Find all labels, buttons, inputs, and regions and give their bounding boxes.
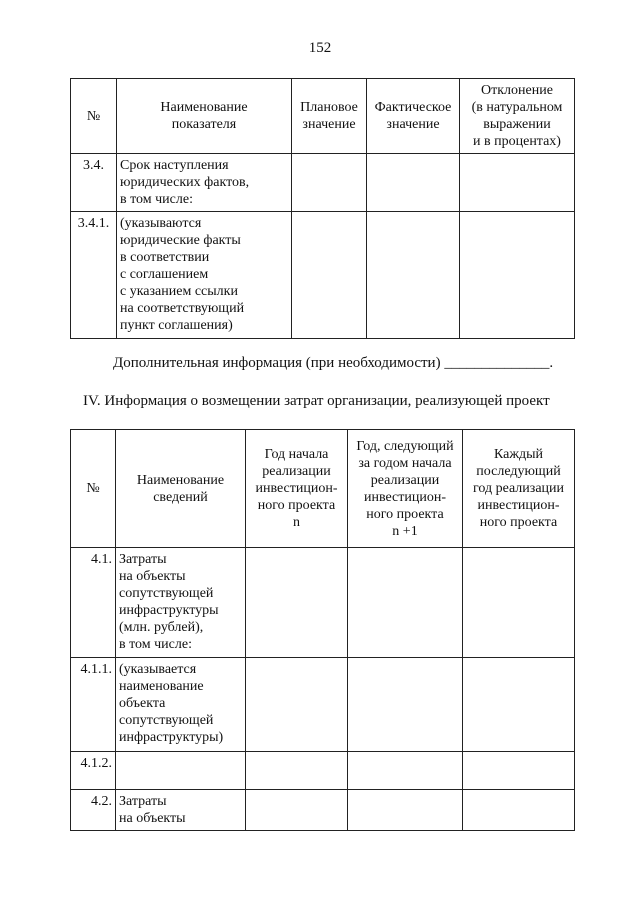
row-start-year-cell — [246, 658, 348, 752]
row-next-year-cell — [348, 658, 463, 752]
indicators-table — [70, 78, 575, 339]
row-number: 4.2. — [71, 790, 116, 831]
header-number: № — [71, 79, 117, 154]
row-start-year-cell — [246, 548, 348, 658]
header-indicator-name: Наименование показателя — [117, 79, 292, 154]
section-title: IV. Информация о возмещении затрат организации, реализующей проект — [83, 393, 550, 409]
table-row — [71, 154, 575, 212]
row-start-year-cell — [246, 752, 348, 790]
row-deviation-cell — [460, 154, 575, 212]
row-number: 4.1.2. — [71, 752, 116, 790]
row-name: Затраты на объекты — [116, 790, 246, 831]
row-number: 4.1.1. — [71, 658, 116, 752]
header-info-name: Наименование сведений — [116, 430, 246, 548]
row-name — [116, 752, 246, 790]
row-number: 4.1. — [71, 548, 116, 658]
page-number: 152 — [308, 40, 332, 56]
header-actual-value: Фактическое значение — [367, 79, 460, 154]
table-row — [71, 212, 575, 339]
row-number: 3.4.1. — [71, 212, 117, 339]
row-actual-cell — [367, 212, 460, 339]
row-following-year-cell — [463, 752, 575, 790]
table-row — [71, 752, 575, 790]
header-each-following-year: Каждый последующий год реализации инвестицион- ного проекта — [463, 430, 575, 548]
row-actual-cell — [367, 154, 460, 212]
row-following-year-cell — [463, 658, 575, 752]
row-next-year-cell — [348, 548, 463, 658]
table-header-row — [71, 430, 575, 548]
row-number: 3.4. — [71, 154, 117, 212]
header-planned-value: Плановое значение — [292, 79, 367, 154]
table-header-row — [71, 79, 575, 154]
row-next-year-cell — [348, 752, 463, 790]
cost-reimbursement-table — [70, 429, 575, 831]
row-start-year-cell — [246, 790, 348, 831]
row-following-year-cell — [463, 790, 575, 831]
row-name: (указываются юридические факты в соответствии с соглашением с указанием ссылки на соответствующий пункт соглашения) — [117, 212, 292, 339]
table-row — [71, 790, 575, 831]
header-number: № — [71, 430, 116, 548]
header-next-year: Год, следующий за годом начала реализации инвестицион- ного проекта n +1 — [348, 430, 463, 548]
table-row — [71, 548, 575, 658]
header-start-year: Год начала реализации инвестицион- ного проекта n — [246, 430, 348, 548]
additional-info-line: Дополнительная информация (при необходимости) ______________. — [113, 355, 554, 371]
row-name: Срок наступления юридических фактов, в том числе: — [117, 154, 292, 212]
table-row — [71, 658, 575, 752]
row-name: Затраты на объекты сопутствующей инфраструктуры (млн. рублей), в том числе: — [116, 548, 246, 658]
row-name: (указывается наименование объекта сопутствующей инфраструктуры) — [116, 658, 246, 752]
row-deviation-cell — [460, 212, 575, 339]
header-deviation: Отклонение (в натуральном выражении и в процентах) — [460, 79, 575, 154]
row-next-year-cell — [348, 790, 463, 831]
row-planned-cell — [292, 154, 367, 212]
row-planned-cell — [292, 212, 367, 339]
row-following-year-cell — [463, 548, 575, 658]
